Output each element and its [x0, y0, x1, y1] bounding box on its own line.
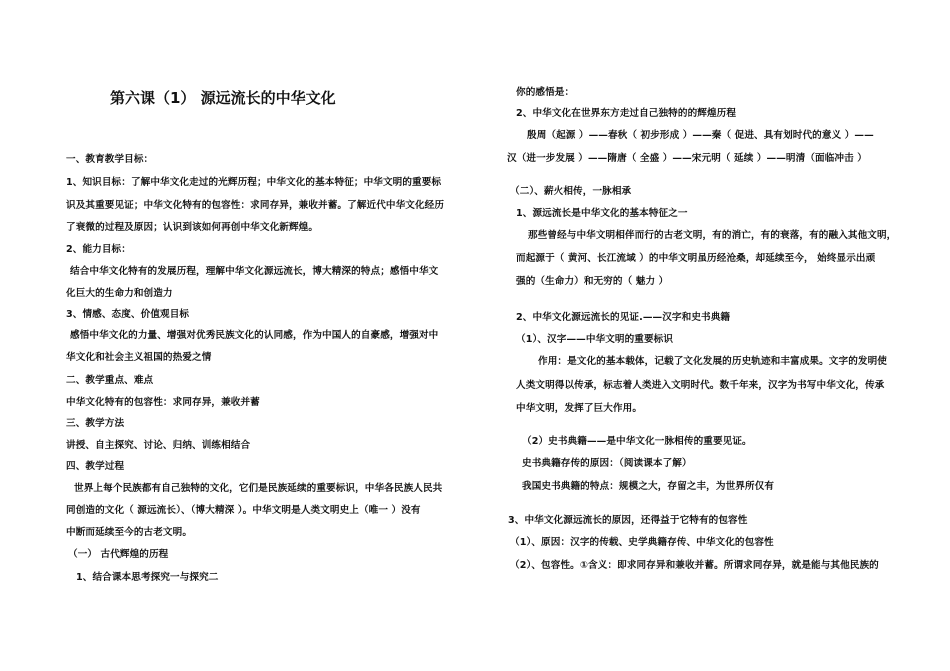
text-line: 世界上每个民族都有自己独特的文化，它们是民族延续的重要标识，中华各民族人民共 — [74, 483, 443, 494]
text-line: 化巨大的生命力和创造力 — [66, 288, 173, 299]
text-line: 华文化和社会主义祖国的热爱之情 — [66, 352, 212, 363]
text-line: 3、中华文化源远流长的原因，还得益于它特有的包容性 — [508, 515, 748, 526]
section-heading: 一、教育教学目标： — [66, 154, 154, 165]
text-line: 汉（进一步发展 ）——隋唐（ 全盛 ）——宋元明（ 延续 ）——明清（面临冲击 ） — [507, 153, 867, 164]
text-line: 2、能力目标： — [66, 244, 131, 255]
text-line: 人类文明得以传承，标志着人类进入文明时代。数千年来，汉字为书写中华文化，传承 — [516, 380, 885, 391]
text-line: 殷周（起源 ）——春秋（ 初步形成 ）——秦（ 促进、具有划时代的意义 ）—— — [527, 130, 874, 141]
text-line: 3、情感、态度、价值观目标 — [66, 309, 190, 320]
text-line: 强的（生命力）和无穷的（ 魅力 ） — [516, 276, 669, 287]
text-line: （1）、原因：汉字的传载、史学典籍存传、中华文化的包容性 — [510, 537, 774, 548]
text-line: （2）史书典籍——是中华文化一脉相传的重要见证。 — [522, 436, 752, 447]
section-heading: 三、教学方法 — [66, 418, 125, 429]
text-line: 你的感悟是： — [516, 87, 575, 98]
text-line: 同创造的文化（ 源远流长）、（博大精深 ）。中华文明是人类文明史上（唯一 ）没有 — [66, 505, 421, 516]
text-line: 中华文化特有的包容性：求同存异，兼收并蓄 — [66, 397, 260, 408]
text-line: 1、结合课本思考探究一与探究二 — [76, 572, 219, 583]
text-line: 了衰微的过程及原因；认识到该如何再创中华文化新辉煌。 — [66, 222, 319, 233]
text-line: 那些曾经与中华文明相伴而行的古老文明，有的消亡，有的衰落，有的融入其他文明， — [528, 230, 897, 241]
text-line: 2、中华文化在世界东方走过自己独特的的辉煌历程 — [516, 108, 737, 119]
text-line: 史书典籍存传的原因：（阅读课本了解） — [522, 458, 692, 469]
section-heading: 四、教学过程 — [66, 461, 125, 472]
text-line: 识及其重要见证；中华文化特有的包容性：求同存异，兼收并蓄。了解近代中华文化经历 — [66, 200, 445, 211]
subsection-heading: （二）、薪火相传，一脉相承 — [510, 186, 632, 197]
text-line: 中断而延续至今的古老文明。 — [66, 527, 193, 538]
text-line: 2、中华文化源远流长的见证.——汉字和史书典籍 — [516, 312, 731, 323]
text-line: 感悟中华文化的力量、增强对优秀民族文化的认同感，作为中国人的自豪感，增强对中 — [70, 330, 439, 341]
text-line: 而起源于（ 黄河、长江流域 ）的中华文明虽历经沧桑，却延续至今， 始终显示出顽 — [516, 253, 876, 264]
lesson-title: 第六课（1） 源远流长的中华文化 — [110, 89, 336, 107]
subsection-heading: （一） 古代辉煌的历程 — [68, 549, 169, 560]
text-line: （1）、汉字——中华文明的重要标识 — [516, 334, 674, 345]
text-line: 1、源远流长是中华文化的基本特征之一 — [516, 208, 688, 219]
text-line: 我国史书典籍的特点：规模之大，存留之丰，为世界所仅有 — [522, 481, 775, 492]
text-line: （2）、包容性。①含义：即求同存异和兼收并蓄。所谓求同存异，就是能与其他民族的 — [510, 560, 879, 571]
text-line: 讲授、自主探究、讨论、归纳、训练相结合 — [66, 440, 251, 451]
text-line: 结合中华文化特有的发展历程，理解中华文化源远流长，博大精深的特点；感悟中华文 — [70, 266, 439, 277]
text-line: 中华文明，发挥了巨大作用。 — [516, 403, 643, 414]
text-line: 1、知识目标：了解中华文化走过的光辉历程；中华文化的基本特征；中华文明的重要标 — [66, 177, 442, 188]
text-line: 作用：是文化的基本载体，记载了文化发展的历史轨迹和丰富成果。文字的发明使 — [538, 356, 887, 367]
section-heading: 二、教学重点、难点 — [66, 375, 154, 386]
